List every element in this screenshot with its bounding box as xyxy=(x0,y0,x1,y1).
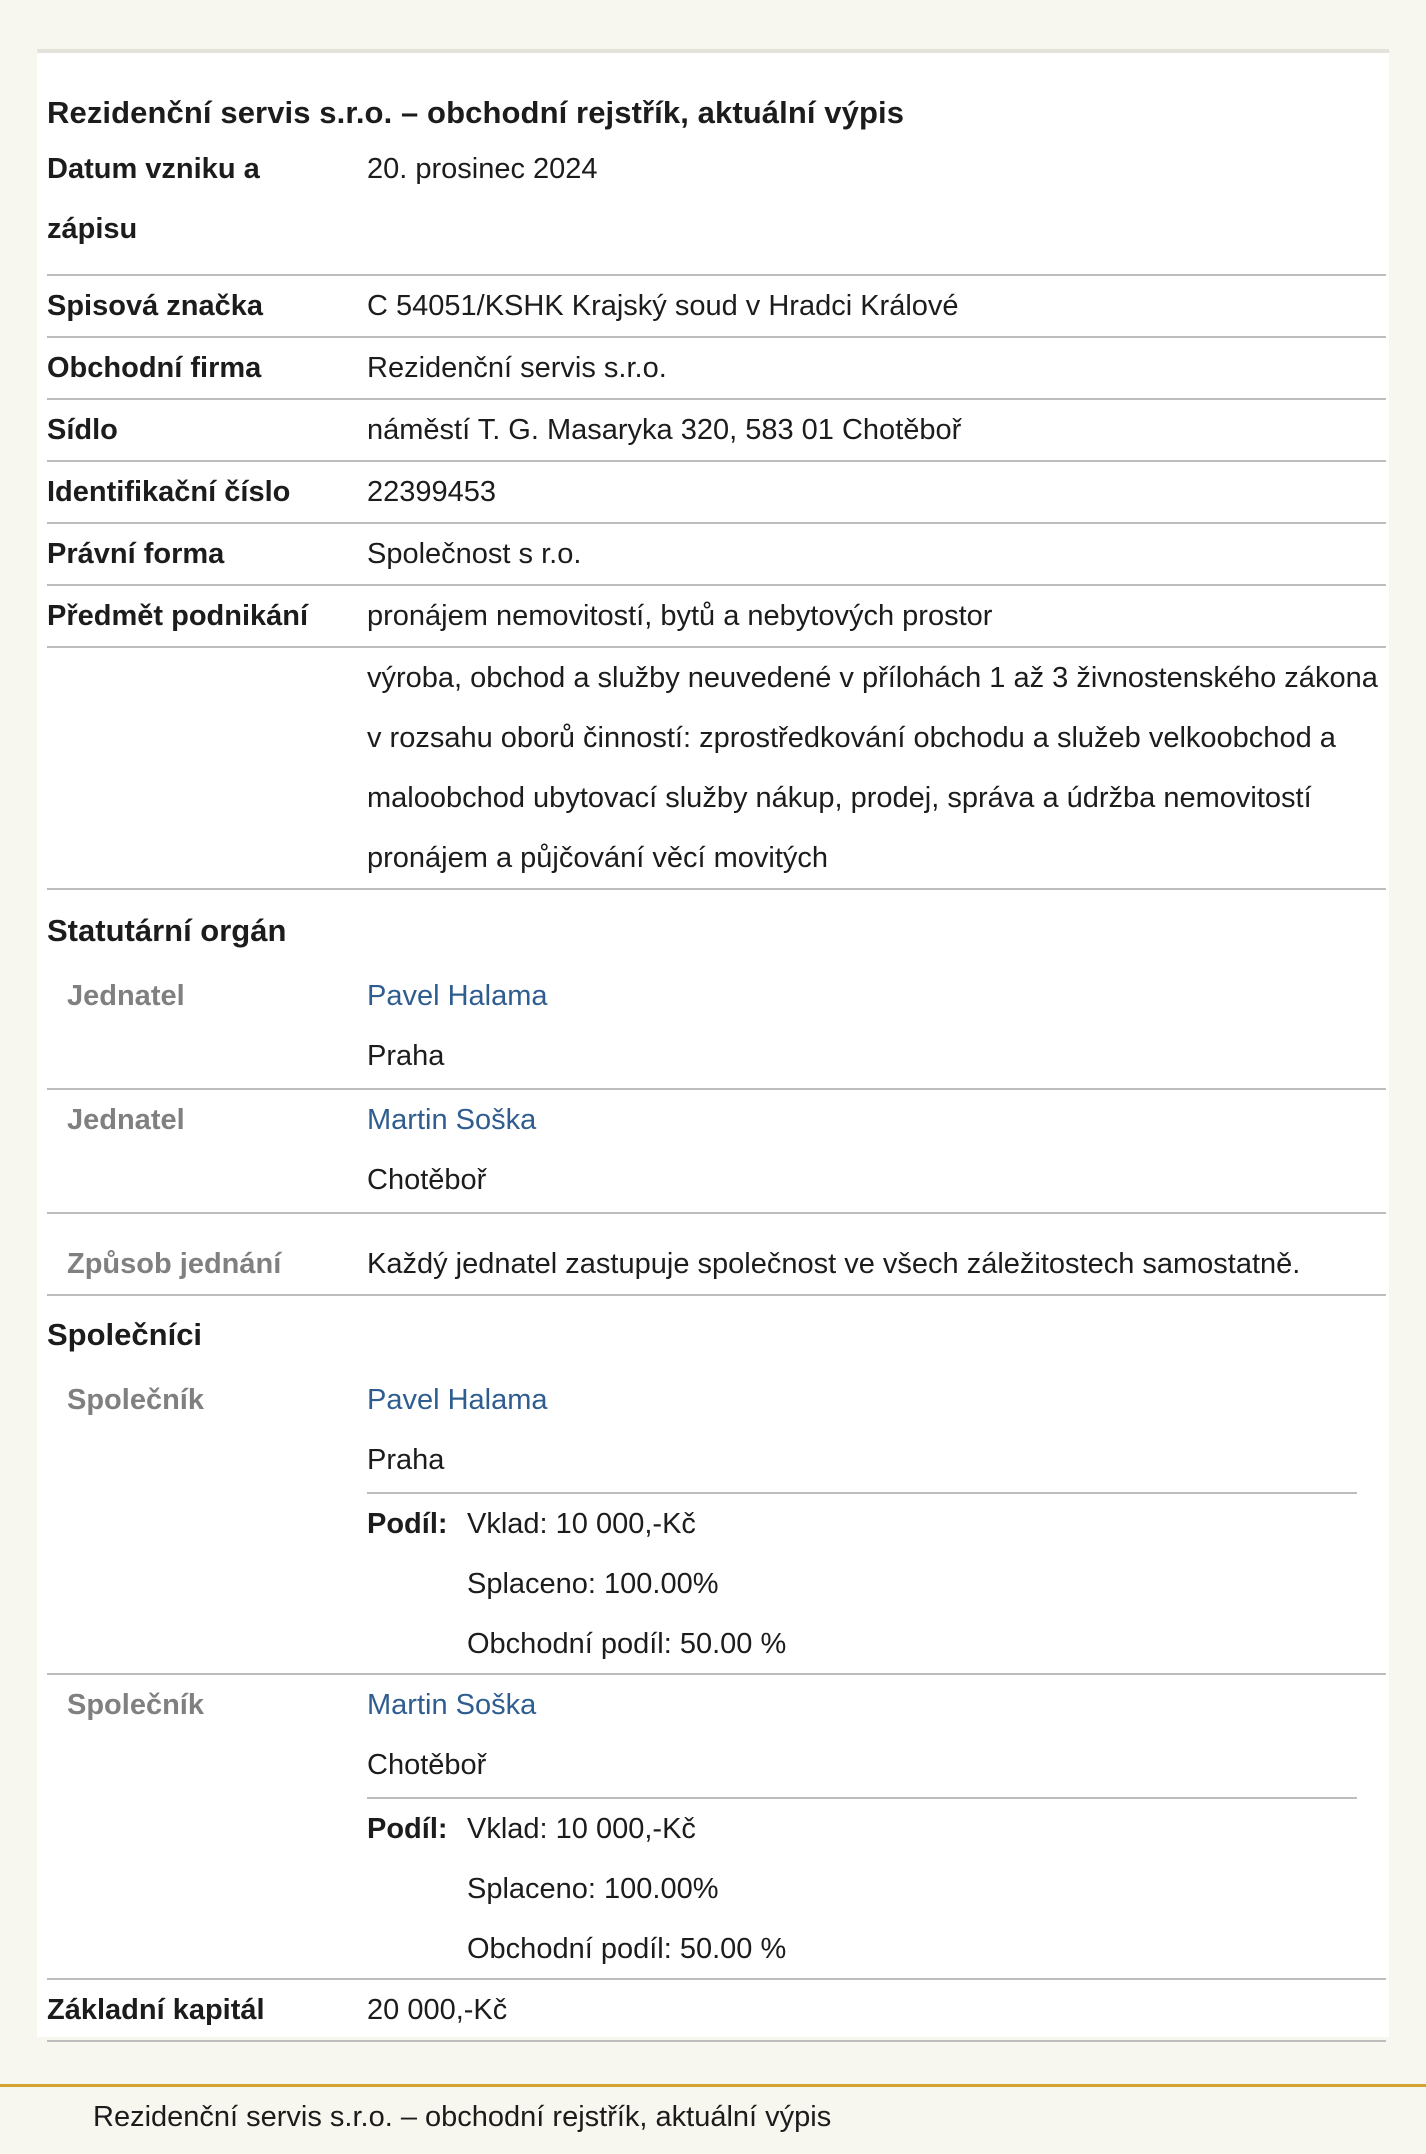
label-partner: Společník xyxy=(67,1384,204,1416)
label-legal-form: Právní forma xyxy=(47,538,225,570)
label-share: Podíl: xyxy=(367,1813,448,1845)
label-executive: Jednatel xyxy=(67,1104,185,1136)
value-file-number: C 54051/KSHK Krajský soud v Hradci Králové xyxy=(367,290,959,322)
value-date: 20. prosinec 2024 xyxy=(367,153,598,185)
value-company-id: 22399453 xyxy=(367,476,497,508)
footer-text: Rezidenční servis s.r.o. – obchodní rejstřík, aktuální výpis xyxy=(93,2101,832,2133)
registry-extract-card xyxy=(37,49,1389,2037)
link-person-martin-soska[interactable]: Martin Soška xyxy=(367,1104,537,1136)
link-person-martin-soska[interactable]: Martin Soška xyxy=(367,1689,537,1721)
row-statutory-member-2 xyxy=(47,1090,1386,1214)
value-city: Chotěboř xyxy=(367,1749,487,1781)
label-company-name: Obchodní firma xyxy=(47,352,262,384)
value-city: Praha xyxy=(367,1040,445,1072)
row-company-id xyxy=(47,462,1386,524)
page-title: Rezidenční servis s.r.o. – obchodní rejstřík, aktuální výpis xyxy=(47,95,905,130)
share-block xyxy=(367,1797,1357,1979)
section-statutory-body: Statutární orgán xyxy=(47,913,287,948)
value-company-name: Rezidenční servis s.r.o. xyxy=(367,352,667,384)
row-conduct xyxy=(47,1214,1386,1296)
label-file-number: Spisová značka xyxy=(47,290,263,322)
value-paid: Splaceno: 100.00% xyxy=(467,1873,719,1905)
row-partner-1 xyxy=(47,1370,1386,1675)
footer-divider xyxy=(0,2084,1426,2087)
row-partner-2 xyxy=(47,1675,1386,1980)
value-city: Chotěboř xyxy=(367,1164,487,1196)
value-deposit: Vklad: 10 000,-Kč xyxy=(467,1813,696,1845)
row-business-subject-2 xyxy=(47,648,1386,890)
value-registered-office: náměstí T. G. Masaryka 320, 583 01 Chotěboř xyxy=(367,414,962,446)
row-business-subject-1 xyxy=(47,586,1386,648)
value-legal-form: Společnost s r.o. xyxy=(367,538,582,570)
section-partners: Společníci xyxy=(47,1317,203,1352)
link-person-pavel-halama[interactable]: Pavel Halama xyxy=(367,980,548,1012)
label-conduct: Způsob jednání xyxy=(67,1248,282,1280)
label-business-subject: Předmět podnikání xyxy=(47,600,309,632)
value-city: Praha xyxy=(367,1444,445,1476)
value-conduct: Každý jednatel zastupuje společnost ve všech záležitostech samostatně. xyxy=(367,1248,1301,1280)
label-share: Podíl: xyxy=(367,1508,448,1540)
share-details xyxy=(467,1799,786,1979)
row-file-number xyxy=(47,276,1386,338)
label-partner: Společník xyxy=(67,1689,204,1721)
share-details xyxy=(467,1494,786,1674)
share-block xyxy=(367,1492,1357,1674)
value-deposit: Vklad: 10 000,-Kč xyxy=(467,1508,696,1540)
value-share: Obchodní podíl: 50.00 % xyxy=(467,1933,787,1965)
row-legal-form xyxy=(47,524,1386,586)
row-company-name xyxy=(47,338,1386,400)
label-capital: Základní kapitál xyxy=(47,1994,265,2026)
row-capital xyxy=(47,1980,1386,2042)
label-date: Datum vzniku a zápisu xyxy=(47,153,260,245)
value-capital: 20 000,-Kč xyxy=(367,1994,508,2026)
value-paid: Splaceno: 100.00% xyxy=(467,1568,719,1600)
label-executive: Jednatel xyxy=(67,980,185,1012)
link-person-pavel-halama[interactable]: Pavel Halama xyxy=(367,1384,548,1416)
value-business-subject-1: pronájem nemovitostí, bytů a nebytových prostor xyxy=(367,600,993,632)
row-registered-office xyxy=(47,400,1386,462)
label-registered-office: Sídlo xyxy=(47,414,118,446)
label-company-id: Identifikační číslo xyxy=(47,476,291,508)
value-business-subject-2: výroba, obchod a služby neuvedené v přílohách 1 až 3 živnostenského zákona v rozsahu oborů činností: zprostředkování obchodu a služeb velkoobchod a maloobchod ubytovací služby nákup, prodej, správa a údržba nemovitostí pronájem a půjčování věcí movitých xyxy=(367,662,1378,874)
value-share: Obchodní podíl: 50.00 % xyxy=(467,1628,787,1660)
row-statutory-member-1 xyxy=(47,966,1386,1090)
row-date-of-incorporation xyxy=(47,139,1386,276)
